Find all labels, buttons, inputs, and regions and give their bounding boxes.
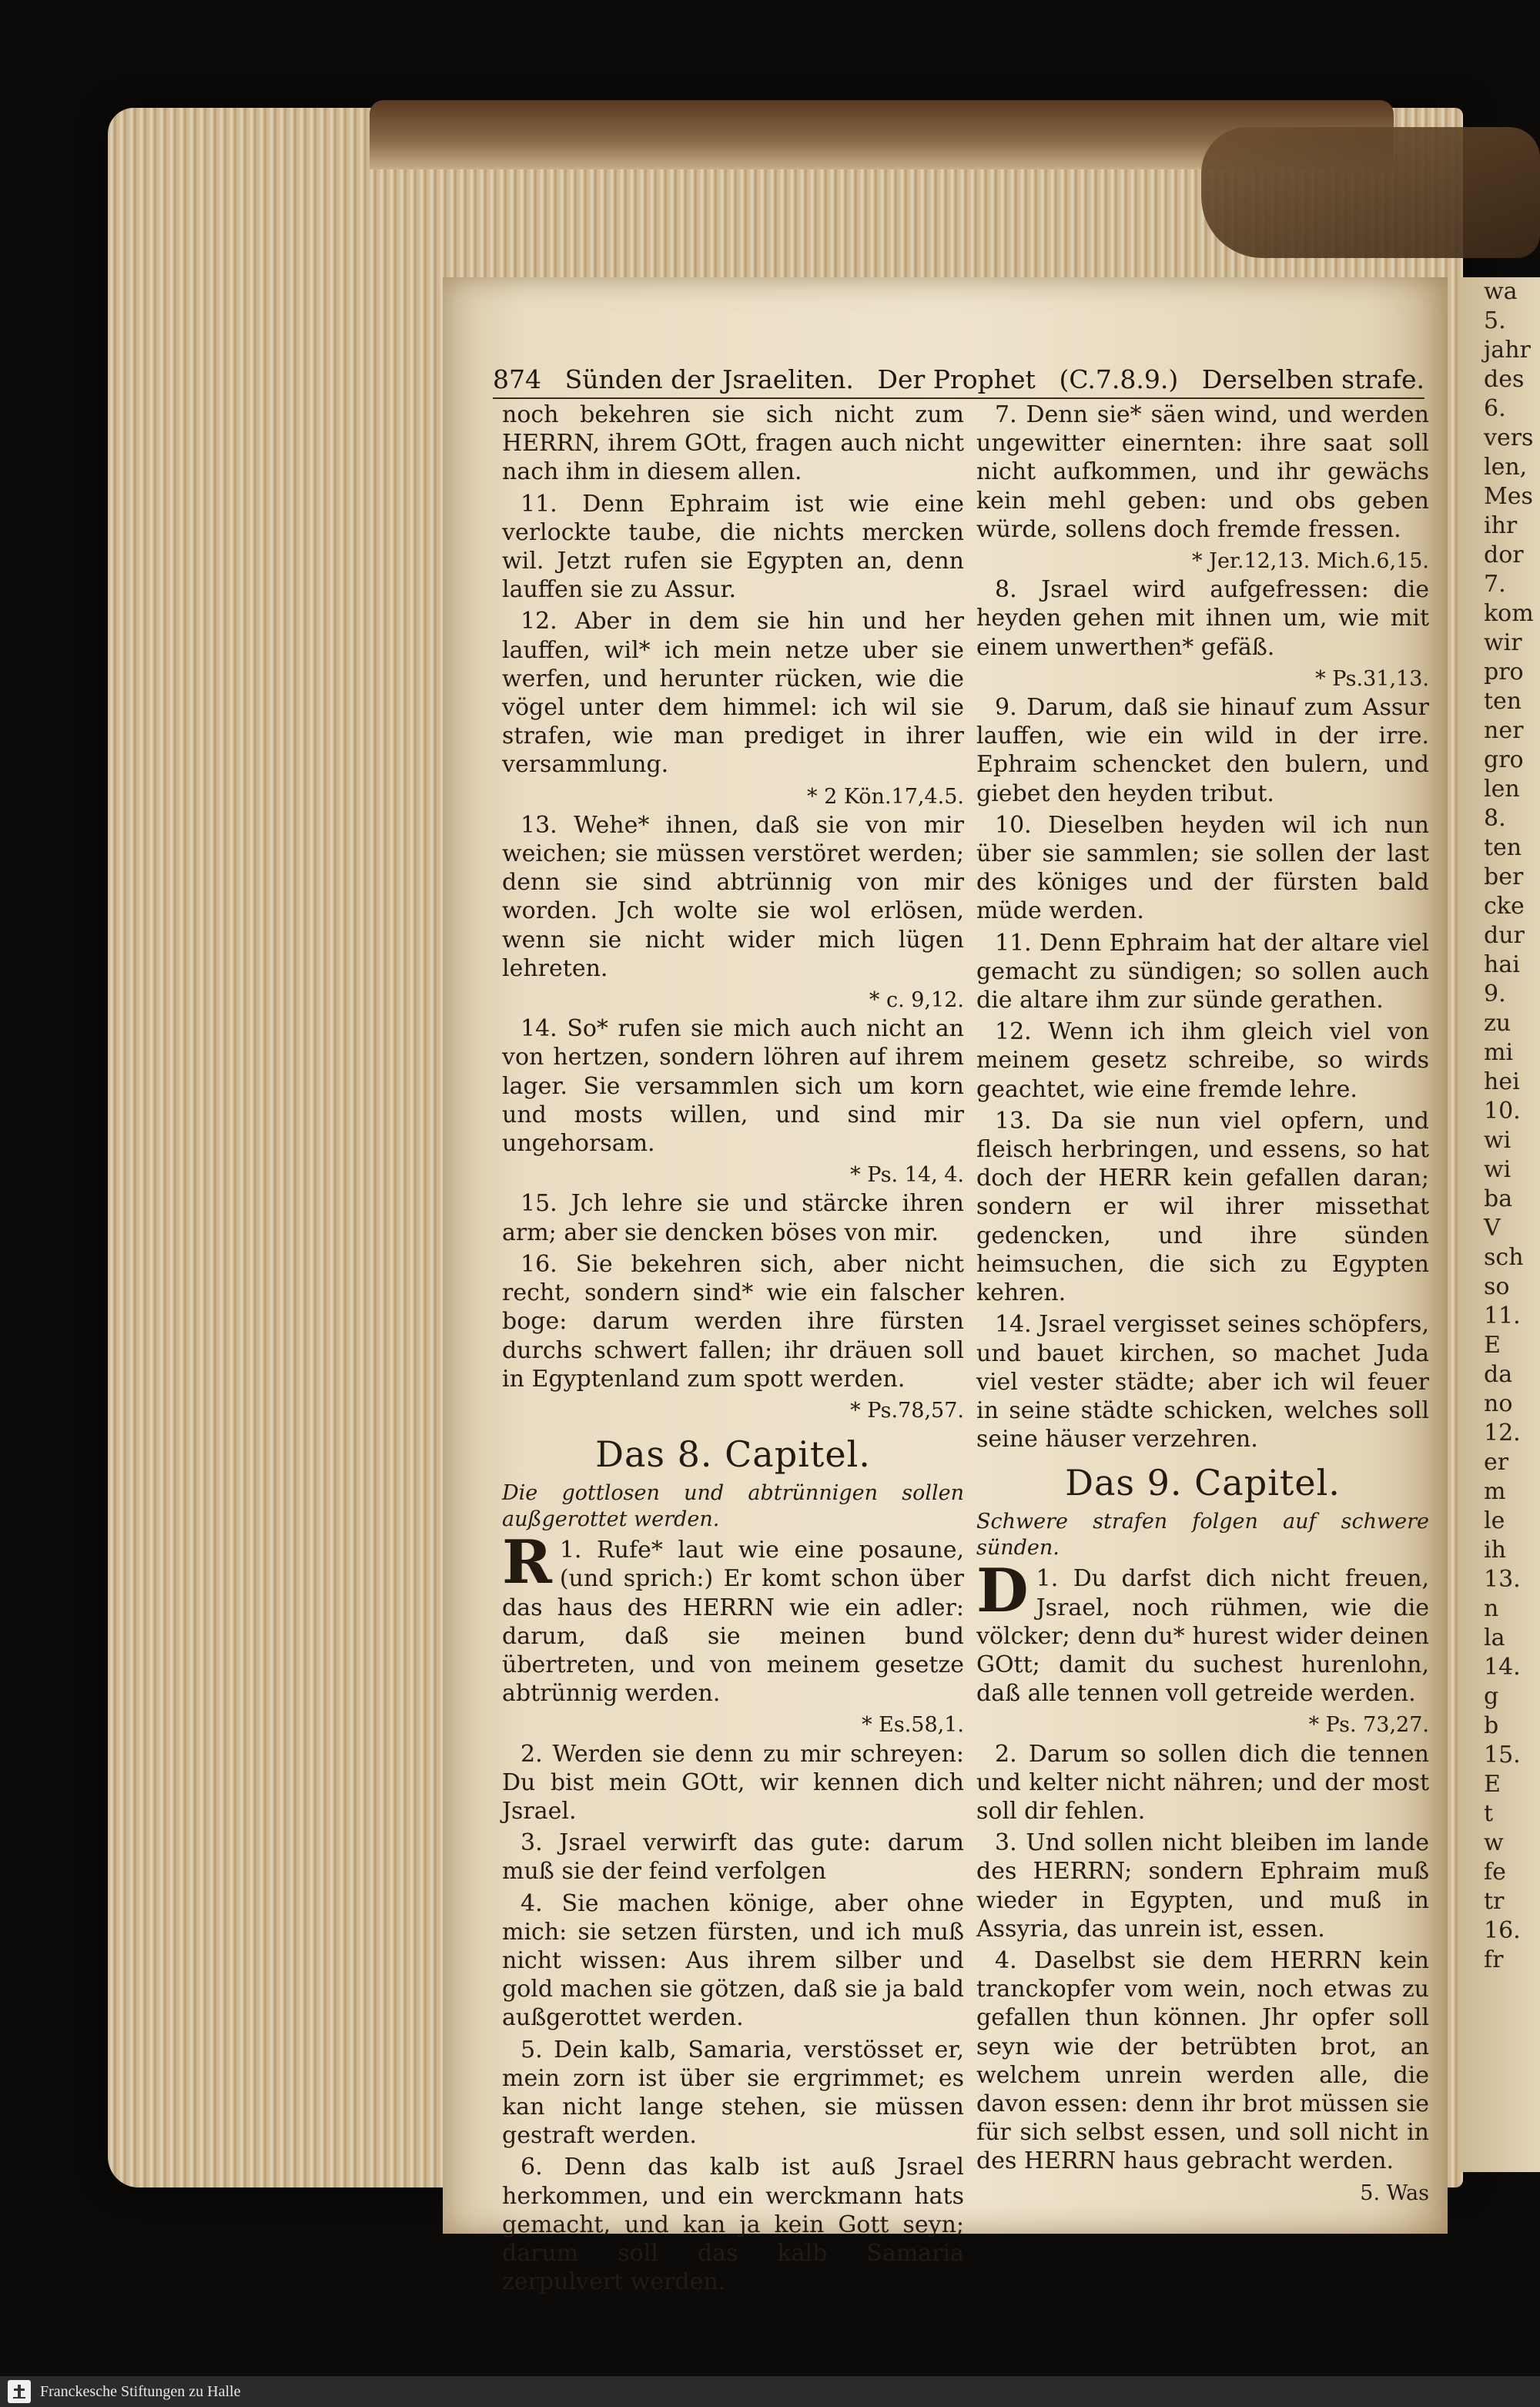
- verse-text: 12. Aber in dem sie hin und her lauffen, wil* ich mein netze uber sie werfen, und herunter rücken, wie die vögel unter dem himmel: ich wil sie strafen, wie man prediget in ihrer versammlung.: [502, 608, 964, 779]
- next-page-fragment: ih: [1484, 1537, 1506, 1564]
- next-page-edge: [1459, 277, 1540, 2172]
- book-clasp: [1201, 127, 1540, 258]
- cross-reference: * Ps. 73,27.: [1308, 1713, 1429, 1738]
- next-page-fragment: V: [1484, 1215, 1501, 1242]
- next-page-fragment: ten: [1484, 834, 1522, 861]
- verse-text: 1. Rufe* laut wie eine posaune, (und sprich:) Er komt schon über das haus des HERRN wie ein adler: darum, daß sie meinen bund übertreten, und von meinem gesetze abtrünnig werden.: [502, 1537, 964, 1708]
- next-page-fragment: vers: [1484, 424, 1534, 451]
- institution-logo-icon: [8, 2380, 31, 2403]
- chapter-heading: Das 9. Capitel.: [1065, 1462, 1341, 1504]
- verse-text: 6. Denn das kalb ist auß Jsrael herkommen, und ein werckmann hats gemacht, und kan ja kein Gott seyn; darum soll das kalb Samaria zerpulvert werden.: [502, 2154, 964, 2296]
- next-page-fragment: 15.: [1484, 1742, 1521, 1768]
- next-page-fragment: n: [1484, 1595, 1499, 1622]
- institution-name: Franckesche Stiftungen zu Halle: [40, 2382, 241, 2400]
- verse-text: 7. Denn sie* säen wind, und werden ungewitter einernten: ihre saat soll nicht aufkommen, und ihr gewächs kein mehl geben: und obs geben würde, sollens doch fremde fressen.: [976, 401, 1429, 543]
- running-head-chapters: (C.7.8.9.): [1059, 364, 1179, 394]
- next-page-fragment: ber: [1484, 863, 1524, 890]
- running-head-right: Derselben strafe.: [1201, 364, 1424, 394]
- cross-reference: * Jer.12,13. Mich.6,15.: [1192, 549, 1429, 574]
- verse-text: 3. Jsrael verwirft das gute: darum muß sie der feind verfolgen: [502, 1829, 964, 1886]
- verse-text: 11. Denn Ephraim hat der altare viel gemacht zu sündigen; so sollen auch die altare ihm zur sünde gerathen.: [976, 929, 1429, 1014]
- next-page-fragment: E: [1484, 1771, 1501, 1798]
- footer-bar: [0, 2376, 1540, 2407]
- next-page-fragment: fr: [1484, 1946, 1504, 1973]
- next-page-fragment: b: [1484, 1712, 1499, 1739]
- catchword: 5. Was: [1360, 2181, 1429, 2205]
- drop-cap: R: [502, 1527, 552, 1598]
- chapter-summary: Schwere strafen folgen auf schwere sünden.: [976, 1510, 1429, 1561]
- page-number: 874: [493, 364, 541, 394]
- next-page-fragment: er: [1484, 1449, 1509, 1476]
- verse-text: 16. Sie bekehren sich, aber nicht recht, sondern sind* wie ein falscher boge: darum werden ihre fürsten durchs schwert fallen; ihr dräuen soll in Egyptenland zum spott werden.: [502, 1250, 964, 1393]
- next-page-fragment: mi: [1484, 1039, 1514, 1066]
- verse-text: noch bekehren sie sich nicht zum HERRN, ihrem GOtt, fragen auch nicht nach ihm in diesem allen.: [502, 401, 964, 486]
- next-page-fragment: hai: [1484, 951, 1520, 978]
- right-column: [976, 401, 1429, 2203]
- next-page-fragment: hei: [1484, 1068, 1520, 1095]
- next-page-fragment: 7.: [1484, 571, 1506, 598]
- verse-text: 2. Werden sie denn zu mir schreyen: Du bist mein GOtt, wir kennen dich Jsrael.: [502, 1740, 964, 1825]
- next-page-fragment: la: [1484, 1624, 1505, 1651]
- left-column: [502, 401, 964, 2296]
- next-page-fragment: fe: [1484, 1859, 1506, 1886]
- next-page-fragment: E: [1484, 1332, 1501, 1359]
- verse-text: 12. Wenn ich ihm gleich viel von meinem gesetz schreibe, so wirds geachtet, wie eine fremde lehre.: [976, 1018, 1429, 1103]
- next-page-fragment: 13.: [1484, 1566, 1521, 1593]
- next-page-fragment: 9.: [1484, 981, 1506, 1007]
- next-page-fragment: ner: [1484, 717, 1524, 744]
- next-page-fragment: cke: [1484, 893, 1525, 920]
- next-page-fragment: dor: [1484, 541, 1524, 568]
- next-page-fragment: sch: [1484, 1244, 1524, 1271]
- verse-text: 8. Jsrael wird aufgefressen: die heyden gehen mit ihnen um, wie mit einem unwerthen* gefäß.: [976, 576, 1429, 661]
- running-head-center: Der Prophet: [877, 364, 1036, 394]
- chapter-summary: Die gottlosen und abtrünnigen sollen außgerottet werden.: [502, 1481, 964, 1532]
- next-page-fragment: 10.: [1484, 1098, 1521, 1125]
- next-page-fragment: ba: [1484, 1185, 1513, 1212]
- next-page-fragment: wa: [1484, 278, 1518, 305]
- next-page-fragment: len,: [1484, 454, 1528, 481]
- next-page-fragment: wi: [1484, 1127, 1512, 1154]
- next-page-fragment: wir: [1484, 629, 1522, 656]
- next-page-fragment: tr: [1484, 1888, 1505, 1915]
- next-page-fragment: 14.: [1484, 1654, 1521, 1681]
- next-page-fragment: ten: [1484, 688, 1522, 715]
- cross-reference: * Ps.78,57.: [850, 1398, 964, 1423]
- next-page-fragment: pro: [1484, 659, 1524, 686]
- cross-reference: * c. 9,12.: [869, 988, 964, 1013]
- next-page-fragment: 11.: [1484, 1302, 1521, 1329]
- chapter-heading: Das 8. Capitel.: [595, 1433, 871, 1476]
- next-page-fragment: des: [1484, 366, 1525, 393]
- next-page-fragment: 6.: [1484, 395, 1506, 422]
- next-page-fragment: len: [1484, 776, 1520, 803]
- next-page-fragment: g: [1484, 1683, 1499, 1710]
- verse-text: 3. Und sollen nicht bleiben im lande des HERRN; sondern Ephraim muß wieder in Egypten, und muß in Assyria, das unrein ist, essen.: [976, 1829, 1429, 1943]
- next-page-fragment: 8.: [1484, 805, 1506, 832]
- running-head: [493, 356, 1424, 399]
- next-page-fragment: wi: [1484, 1156, 1512, 1183]
- verse-text: 2. Darum so sollen dich die tennen und kelter nicht nähren; und der most soll dir fehlen.: [976, 1740, 1429, 1825]
- next-page-fragment: 12.: [1484, 1420, 1521, 1447]
- verse-text: 11. Denn Ephraim ist wie eine verlockte taube, die nichts mercken wil. Jetzt rufen sie Egypten an, denn lauffen sie zu Assur.: [502, 490, 964, 604]
- verse-text: 4. Daselbst sie dem HERRN kein tranckopfer vom wein, noch etwas zu gefallen thun können. Jhr opfer soll seyn wie der betrübten brot, an welchem unrein werden alle, die davon essen: denn ihr brot müssen sie für sich selbst essen, und soll nicht in des HERRN haus gebracht werden.: [976, 1946, 1429, 2175]
- cross-reference: * 2 Kön.17,4.5.: [807, 784, 964, 809]
- cross-reference: * Es.58,1.: [862, 1713, 964, 1738]
- next-page-fragment: t: [1484, 1800, 1494, 1827]
- verse-text: 15. Jch lehre sie und stärcke ihren arm; aber sie dencken böses von mir.: [502, 1190, 964, 1246]
- next-page-fragment: m: [1484, 1478, 1506, 1505]
- verse-text: 14. So* rufen sie mich auch nicht an von hertzen, sondern löhren auf ihrem lager. Sie versammlen sich um korn und mosts willen, und sind mir ungehorsam.: [502, 1015, 964, 1158]
- verse-text: 13. Wehe* ihnen, daß sie von mir weichen; sie müssen verstöret werden; denn sie sind abtrünnig von mir worden. Jch wolte sie wol erlösen, wenn sie nicht wider mich lügen lehreten.: [502, 811, 964, 982]
- next-page-fragment: le: [1484, 1507, 1505, 1534]
- running-head-left: Sünden der Jsraeliten.: [564, 364, 854, 394]
- next-page-fragment: jahr: [1484, 337, 1531, 364]
- next-page-fragment: 5.: [1484, 307, 1506, 334]
- next-page-fragment: da: [1484, 1361, 1513, 1388]
- next-page-fragment: ihr: [1484, 512, 1518, 539]
- verse-text: 5. Dein kalb, Samaria, verstösset er, mein zorn ist über sie ergrimmet; es kan nicht lange stehen, sie müssen gestraft werden.: [502, 2036, 964, 2150]
- verse-text: 9. Darum, daß sie hinauf zum Assur lauffen, wie ein wild in der irre. Ephraim schencket den bulern, und giebet den heyden tribut.: [976, 694, 1429, 807]
- next-page-fragment: w: [1484, 1829, 1504, 1856]
- verse-text: 1. Du darfst dich nicht freuen, Jsrael, noch rühmen, wie die völcker; denn du* hurest wider deinen GOtt; damit du suchest hurenlohn, daß alle tennen voll getreide werden.: [976, 1565, 1429, 1708]
- next-page-fragment: dur: [1484, 922, 1525, 949]
- next-page-fragment: Mes: [1484, 483, 1533, 510]
- cross-reference: * Ps.31,13.: [1315, 666, 1429, 691]
- next-page-fragment: gro: [1484, 746, 1524, 773]
- next-page-fragment: kom: [1484, 600, 1534, 627]
- verse-text: 14. Jsrael vergisset seines schöpfers, und bauet kirchen, so machet Juda viel vester städte; aber ich wil feuer in seine städte schicken, welches soll seine häuser verzehren.: [976, 1311, 1429, 1453]
- next-page-fragment: no: [1484, 1390, 1513, 1417]
- verse-text: 13. Da sie nun viel opfern, und fleisch herbringen, und essens, so hat doch der HERR kein gefallen daran; sondern er wil ihrer missethat gedencken, und ihre sünden heimsuchen, die sich zu Egypten kehren.: [976, 1107, 1429, 1307]
- next-page-fragment: zu: [1484, 1010, 1512, 1037]
- next-page-fragment: so: [1484, 1273, 1510, 1300]
- cross-reference: * Ps. 14, 4.: [850, 1163, 964, 1188]
- drop-cap: D: [976, 1556, 1029, 1627]
- verse-text: 4. Sie machen könige, aber ohne mich: sie setzen fürsten, und ich muß nicht wissen: Aus ihrem silber und gold machen sie götzen, daß sie ja bald außgerottet werden.: [502, 1889, 964, 2032]
- next-page-fragment: 16.: [1484, 1917, 1521, 1944]
- verse-text: 10. Dieselben heyden wil ich nun über sie sammlen; sie sollen der last des königes und der fürsten bald müde werden.: [976, 811, 1429, 925]
